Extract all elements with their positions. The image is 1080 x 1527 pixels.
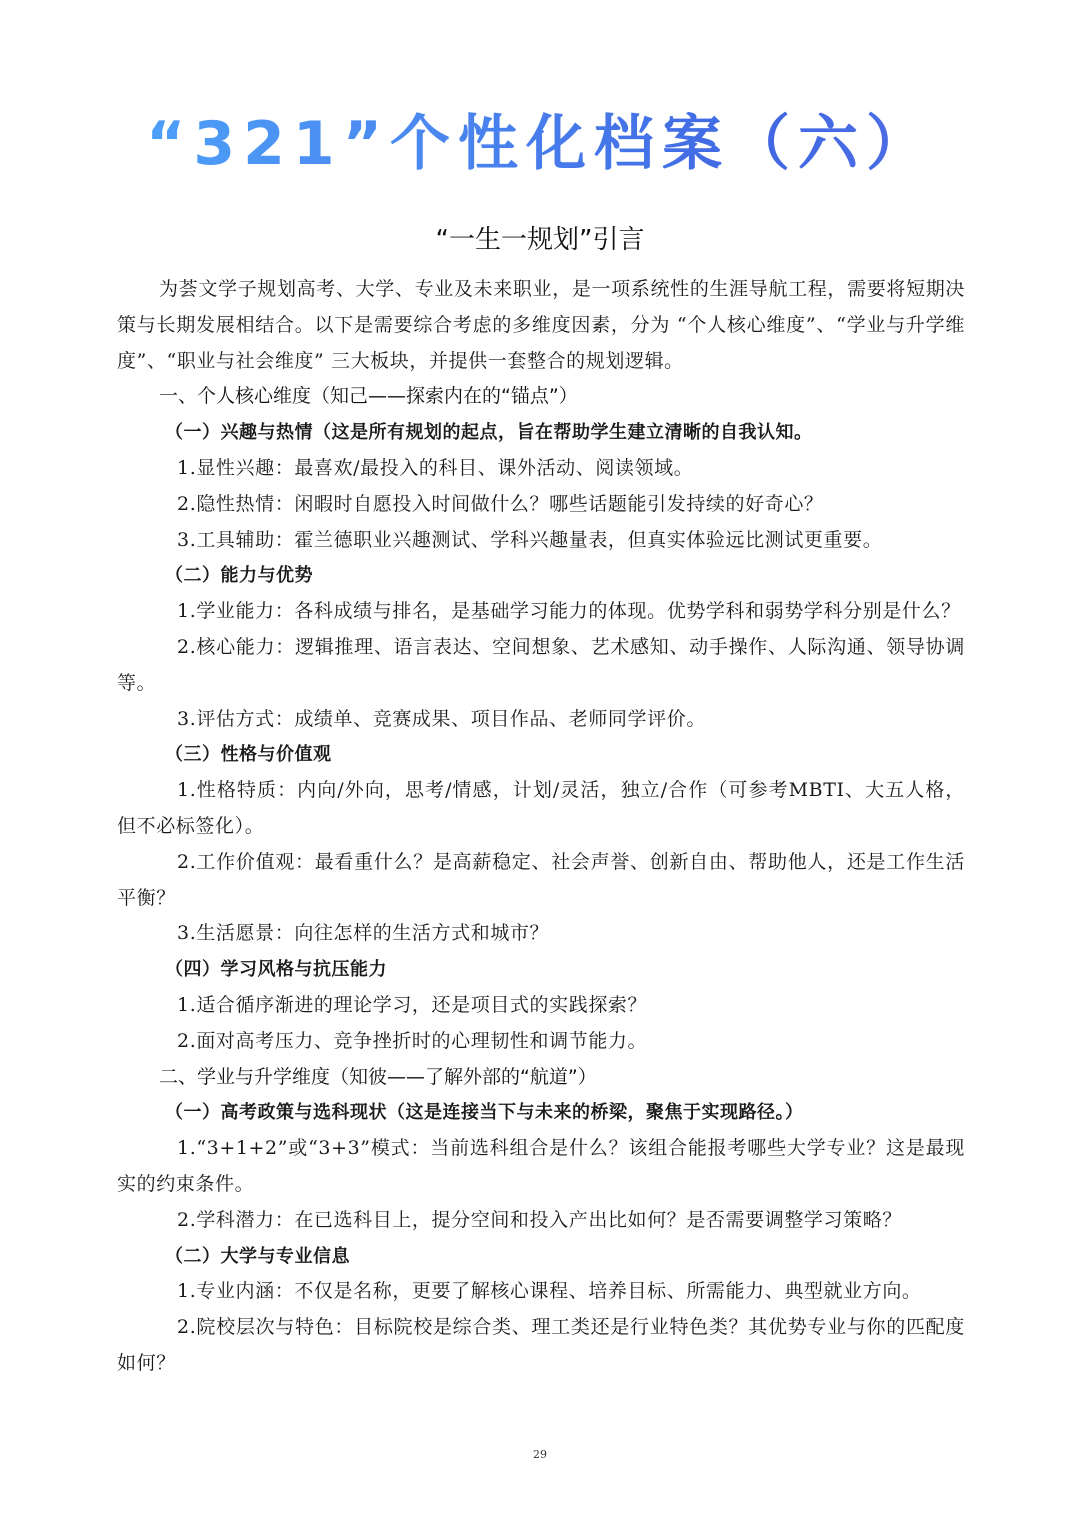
list-item: 3.评估方式：成绩单、竞赛成果、项目作品、老师同学评价。 — [177, 707, 706, 730]
section-heading-1: 一、个人核心维度（知己——探索内在的“锚点”） — [159, 385, 578, 408]
list-item: 2.工作价值观：最看重什么？是高薪稳定、社会声誉、创新自由、帮助他人，还是工作生活平衡？ — [117, 850, 965, 909]
subsection-heading: （一）高考政策与选科现状（这是连接当下与未来的桥梁，聚焦于实现路径。） — [165, 1102, 804, 1124]
subsection-heading: （四）学习风格与抗压能力 — [165, 959, 387, 981]
list-item: 1.适合循序渐进的理论学习，还是项目式的实践探索？ — [177, 993, 648, 1016]
subsection-heading: （一）兴趣与热情（这是所有规划的起点，旨在帮助学生建立清晰的自我认知。 — [165, 422, 813, 444]
list-item: 1.“3+1+2”或“3+3”模式：当前选科组合是什么？该组合能报考哪些大学专业？这是最现实的约束条件。 — [117, 1137, 965, 1195]
subsection-heading: （二）能力与优势 — [165, 565, 313, 587]
list-item: 1.性格特质：内向/外向，思考/情感，计划/灵活，独立/合作（可参考MBTI、大五人格，但不必标签化）。 — [117, 779, 965, 837]
list-item: 3.工具辅助：霍兰德职业兴趣测试、学科兴趣量表，但真实体验远比测试更重要。 — [177, 528, 883, 551]
subsection-heading: （二）大学与专业信息 — [165, 1245, 350, 1267]
list-item: 2.核心能力：逻辑推理、语言表达、空间想象、艺术感知、动手操作、人际沟通、领导协调等。 — [117, 635, 965, 694]
list-item: 2.院校层次与特色：目标院校是综合类、理工类还是行业特色类？其优势专业与你的匹配度如何？ — [117, 1316, 965, 1374]
list-item: 2.面对高考压力、竞争挫折时的心理韧性和调节能力。 — [177, 1029, 648, 1052]
list-item: 2.学科潜力：在已选科目上，提分空间和投入产出比如何？是否需要调整学习策略？ — [177, 1208, 902, 1231]
section-subtitle: “一生一规划”引言 — [435, 225, 645, 255]
list-item: 3.生活愿景：向往怎样的生活方式和城市？ — [177, 922, 550, 945]
subsection-heading: （三）性格与价值观 — [165, 744, 332, 766]
list-item: 1.专业内涵：不仅是名称，更要了解核心课程、培养目标、所需能力、典型就业方向。 — [177, 1280, 922, 1303]
list-item: 2.隐性热情：闲暇时自愿投入时间做什么？哪些话题能引发持续的好奇心？ — [177, 492, 824, 515]
page-title: “321”个性化档案（六） — [0, 108, 1080, 180]
intro-paragraph: 为荟文学子规划高考、大学、专业及未来职业，是一项系统性的生涯导航工程，需要将短期决策与长期发展相结合。以下是需要综合考虑的多维度因素，分为 “个人核心维度”、“学业与升学维度”、“职业与社会维度” 三大板块，并提供一套整合的规划逻辑。 — [117, 278, 965, 372]
list-item: 1.显性兴趣：最喜欢/最投入的科目、课外活动、阅读领域。 — [177, 456, 694, 479]
page-number: 29 — [533, 1448, 547, 1461]
document-body — [117, 272, 965, 1382]
list-item: 1.学业能力：各科成绩与排名，是基础学习能力的体现。优势学科和弱势学科分别是什么？ — [177, 600, 961, 623]
section-heading-2: 二、学业与升学维度（知彼——了解外部的“航道”） — [159, 1065, 597, 1088]
